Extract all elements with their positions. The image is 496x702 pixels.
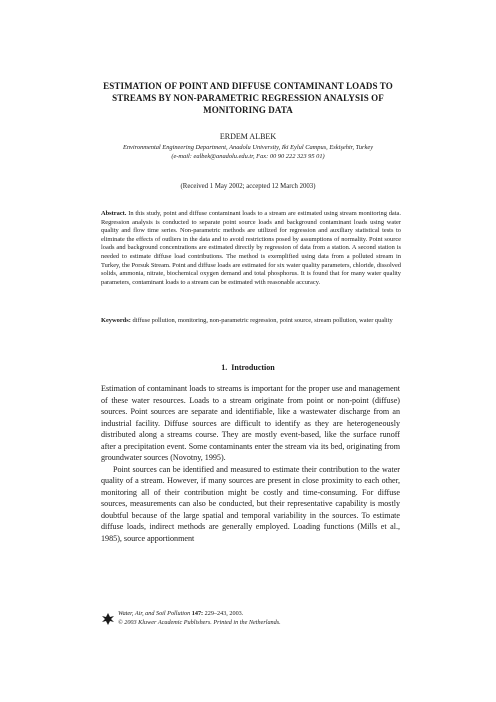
abstract <box>101 210 401 287</box>
keywords <box>101 317 401 326</box>
journal-volume: 147: <box>191 610 204 617</box>
author-name: ERDEM ALBEK <box>219 132 277 141</box>
paragraph-1: Estimation of contaminant loads to streams is important for the proper use and management of these water resources. Loads to a stream originate from point or non-point (diffuse) sources. Point sources are separate and identifiable, like a wastewater discharge from an industrial facility. Diffuse sources are difficult to identify as they are heterogeneously distributed along a streams course. They are mostly event-based, like the surface runoff after a precipitation event. Some contaminants enter the stream via its bed, originating from groundwater sources (Novotny, 1995). <box>101 384 400 462</box>
section-heading <box>0 363 496 373</box>
abstract-text: In this study, point and diffuse contaminant loads to a stream are estimated using stream monitoring data. Regression analysis is conducted to separate point source loads and background contaminant loads using water quality and flow time series. Non-parametric methods are utilized for regression and auxiliary statistical tests to eliminate the effects of outliers in the data and to avoid restrictions posed by assumptions of normality. Point source loads and background concentrations are estimated directly by regression of data from a station. A second station is needed to estimate diffuse load contributions. The method is exemplified using data from a polluted stream in Turkey, the Porsuk Stream. Point and diffuse loads are estimated for six water quality parameters, chloride, dissolved solids, ammonia, nitrate, biochemical oxygen demand and total phosphorus. It is found that for many water quality parameters, contaminant loads to a stream can be estimated with reasonable accuracy. <box>101 210 401 286</box>
title-line-2: STREAMS BY NON-PARAMETRIC REGRESSION ANALYSIS OF <box>112 93 384 103</box>
abstract-label: Abstract. <box>101 210 127 217</box>
copyright-line: © 2003 Kluwer Academic Publishers. Printed in the Netherlands. <box>118 618 281 626</box>
publisher-logo-icon <box>101 612 115 626</box>
keywords-label: Keywords: <box>101 317 131 324</box>
author-email: (e-mail: ealbek@anadolu.edu.tr, Fax: 00 90 222 323 95 01) <box>171 153 325 160</box>
journal-pages: 229–243, 2003. <box>204 610 244 617</box>
keywords-text: diffuse pollution, monitoring, non-parametric regression, point source, stream pollution, water quality <box>132 317 393 324</box>
author-affiliation: Environmental Engineering Department, Anadolu University, Iki Eylul Campus, Eskişehir, Turkey <box>122 144 374 151</box>
paragraph-2: Point sources can be identified and measured to estimate their contribution to the water quality of a stream. However, if many sources are present in close proximity to each other, monitoring all of their contribution might be costly and time-consuming. For diffuse sources, measurements can also be conducted, but their representative capability is mostly doubtful because of the large spatial and temporal variability in the sources. To estimate diffuse loads, indirect methods are generally employed. Loading functions (Mills et al., 1985), source apportionment <box>101 464 400 543</box>
section-number: 1. <box>221 363 228 372</box>
title-line-1: ESTIMATION OF POINT AND DIFFUSE CONTAMINANT LOADS TO <box>103 81 393 91</box>
paper-title <box>70 80 426 116</box>
body-text <box>101 383 400 544</box>
journal-citation <box>118 610 401 619</box>
title-line-3: MONITORING DATA <box>203 105 293 115</box>
journal-footer <box>118 610 401 627</box>
section-title-text: Introduction <box>231 363 275 372</box>
journal-name: Water, Air, and Soil Pollution <box>118 610 191 617</box>
received-dates: (Received 1 May 2002; accepted 12 March 2003) <box>180 183 316 190</box>
